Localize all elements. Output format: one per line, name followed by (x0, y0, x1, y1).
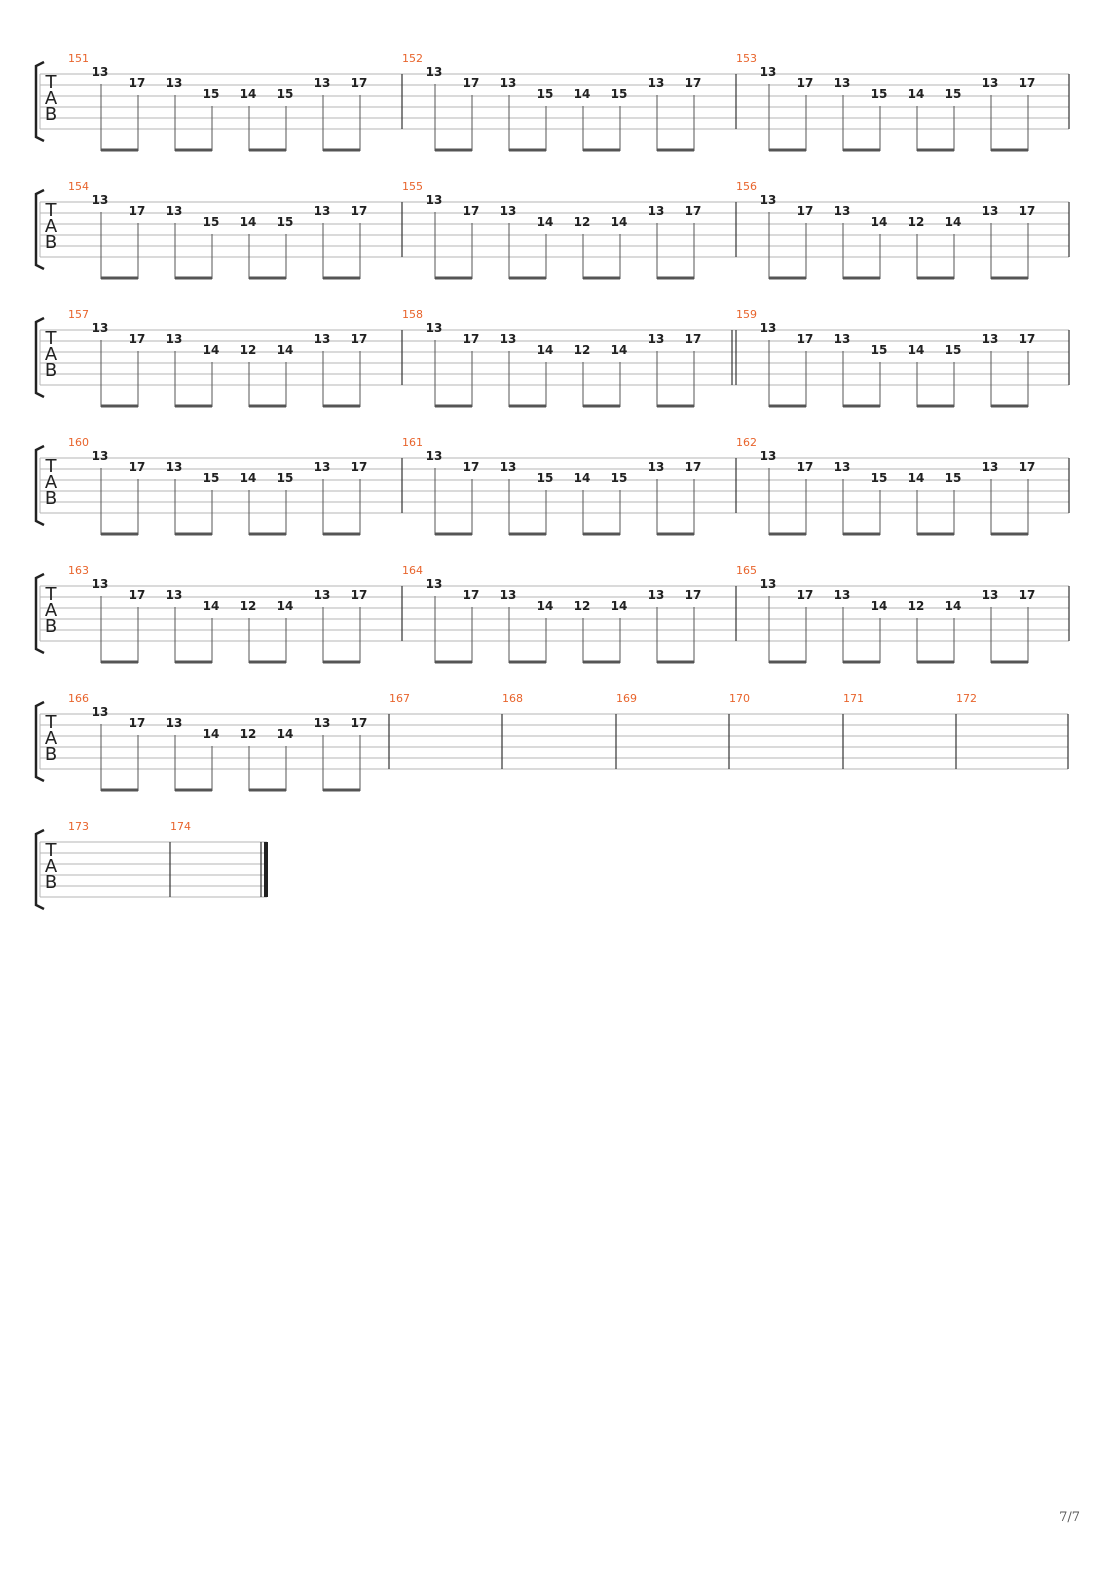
fret-number: 15 (536, 87, 554, 101)
fret-number: 13 (313, 204, 331, 218)
fret-number: 13 (981, 76, 999, 90)
tab-clef-letter: B (44, 616, 58, 637)
fret-number: 15 (202, 215, 220, 229)
fret-number: 13 (833, 460, 851, 474)
tab-clef-letter: A (44, 344, 58, 365)
fret-number: 12 (239, 343, 257, 357)
fret-number: 14 (536, 343, 554, 357)
fret-number: 14 (536, 215, 554, 229)
measure-number: 171 (843, 692, 864, 705)
fret-number: 14 (907, 87, 925, 101)
fret-number: 13 (165, 204, 183, 218)
fret-number: 13 (981, 332, 999, 346)
fret-number: 15 (870, 87, 888, 101)
tab-system (36, 436, 1069, 535)
fret-number: 13 (759, 65, 777, 79)
tab-clef-letter: T (45, 456, 57, 477)
measure-number: 160 (68, 436, 89, 449)
fret-number: 14 (907, 343, 925, 357)
fret-number: 14 (276, 343, 294, 357)
measure-number: 164 (402, 564, 423, 577)
fret-number: 17 (462, 332, 480, 346)
fret-number: 17 (128, 588, 146, 602)
measure-number: 169 (616, 692, 637, 705)
fret-number: 14 (202, 727, 220, 741)
fret-number: 14 (610, 599, 628, 613)
measure-number: 162 (736, 436, 757, 449)
tab-clef-letter: T (45, 712, 57, 733)
fret-number: 17 (684, 76, 702, 90)
fret-number: 17 (128, 76, 146, 90)
fret-number: 17 (462, 460, 480, 474)
fret-number: 15 (202, 471, 220, 485)
tab-clef-letter: A (44, 728, 58, 749)
fret-number: 15 (870, 343, 888, 357)
fret-number: 12 (573, 343, 591, 357)
fret-number: 12 (239, 599, 257, 613)
fret-number: 14 (239, 215, 257, 229)
tab-system (36, 692, 1068, 791)
fret-number: 13 (91, 193, 109, 207)
final-barline-thick (264, 842, 268, 897)
fret-number: 13 (165, 716, 183, 730)
fret-number: 17 (128, 204, 146, 218)
tab-clef-letter: A (44, 216, 58, 237)
tab-system (36, 308, 1069, 407)
tab-clef-letter: B (44, 744, 58, 765)
fret-number: 13 (499, 204, 517, 218)
fret-number: 14 (276, 727, 294, 741)
fret-number: 15 (944, 87, 962, 101)
measure-number: 172 (956, 692, 977, 705)
fret-number: 13 (165, 332, 183, 346)
fret-number: 15 (202, 87, 220, 101)
tab-clef-letter: A (44, 472, 58, 493)
fret-number: 17 (462, 588, 480, 602)
fret-number: 15 (276, 87, 294, 101)
fret-number: 13 (91, 577, 109, 591)
tab-system (36, 52, 1069, 151)
fret-number: 13 (313, 76, 331, 90)
fret-number: 14 (573, 471, 591, 485)
measure-number: 158 (402, 308, 423, 321)
tab-clef-letter: A (44, 856, 58, 877)
fret-number: 17 (796, 204, 814, 218)
fret-number: 17 (796, 460, 814, 474)
fret-number: 14 (239, 471, 257, 485)
fret-number: 15 (870, 471, 888, 485)
fret-number: 13 (91, 65, 109, 79)
fret-number: 13 (499, 460, 517, 474)
page-number: 7/7 (1059, 1510, 1080, 1525)
fret-number: 17 (128, 332, 146, 346)
tab-clef-letter: T (45, 584, 57, 605)
fret-number: 13 (313, 716, 331, 730)
fret-number: 17 (128, 460, 146, 474)
fret-number: 17 (350, 204, 368, 218)
fret-number: 13 (165, 588, 183, 602)
fret-number: 15 (276, 215, 294, 229)
measure-number: 151 (68, 52, 89, 65)
tab-clef-letter: A (44, 600, 58, 621)
fret-number: 17 (684, 588, 702, 602)
fret-number: 14 (870, 215, 888, 229)
fret-number: 13 (981, 460, 999, 474)
measure-number: 159 (736, 308, 757, 321)
fret-number: 17 (796, 76, 814, 90)
fret-number: 13 (425, 65, 443, 79)
fret-number: 13 (425, 321, 443, 335)
fret-number: 13 (91, 321, 109, 335)
measure-number: 163 (68, 564, 89, 577)
fret-number: 17 (1018, 588, 1036, 602)
fret-number: 13 (833, 332, 851, 346)
tab-clef-letter: B (44, 104, 58, 125)
fret-number: 14 (610, 215, 628, 229)
fret-number: 13 (647, 204, 665, 218)
fret-number: 14 (907, 471, 925, 485)
fret-number: 14 (202, 599, 220, 613)
fret-number: 13 (759, 321, 777, 335)
tab-clef-letter: B (44, 232, 58, 253)
fret-number: 17 (350, 588, 368, 602)
measure-number: 154 (68, 180, 89, 193)
tab-clef-letter: T (45, 200, 57, 221)
fret-number: 13 (647, 332, 665, 346)
fret-number: 15 (944, 471, 962, 485)
measure-number: 153 (736, 52, 757, 65)
measure-number: 157 (68, 308, 89, 321)
fret-number: 13 (313, 460, 331, 474)
measure-number: 155 (402, 180, 423, 193)
fret-number: 17 (350, 716, 368, 730)
fret-number: 13 (499, 76, 517, 90)
fret-number: 17 (462, 76, 480, 90)
fret-number: 13 (759, 577, 777, 591)
fret-number: 17 (350, 460, 368, 474)
fret-number: 17 (796, 332, 814, 346)
fret-number: 13 (425, 193, 443, 207)
fret-number: 13 (425, 577, 443, 591)
fret-number: 17 (1018, 76, 1036, 90)
fret-number: 15 (610, 87, 628, 101)
tab-clef-letter: T (45, 840, 57, 861)
measure-number: 170 (729, 692, 750, 705)
fret-number: 13 (647, 76, 665, 90)
fret-number: 14 (870, 599, 888, 613)
fret-number: 13 (91, 449, 109, 463)
tab-clef-letter: B (44, 488, 58, 509)
fret-number: 13 (647, 588, 665, 602)
fret-number: 13 (425, 449, 443, 463)
fret-number: 14 (944, 599, 962, 613)
fret-number: 13 (647, 460, 665, 474)
fret-number: 12 (239, 727, 257, 741)
fret-number: 13 (91, 705, 109, 719)
tab-system (36, 820, 268, 909)
fret-number: 15 (276, 471, 294, 485)
fret-number: 13 (981, 588, 999, 602)
fret-number: 12 (907, 599, 925, 613)
fret-number: 15 (536, 471, 554, 485)
fret-number: 13 (833, 204, 851, 218)
fret-number: 13 (759, 449, 777, 463)
fret-number: 17 (462, 204, 480, 218)
fret-number: 13 (499, 332, 517, 346)
measure-number: 174 (170, 820, 191, 833)
fret-number: 12 (573, 599, 591, 613)
tab-clef-letter: B (44, 360, 58, 381)
fret-number: 13 (313, 332, 331, 346)
fret-number: 17 (350, 76, 368, 90)
fret-number: 15 (944, 343, 962, 357)
measure-number: 161 (402, 436, 423, 449)
fret-number: 17 (1018, 204, 1036, 218)
measure-number: 173 (68, 820, 89, 833)
fret-number: 13 (165, 460, 183, 474)
measure-number: 167 (389, 692, 410, 705)
fret-number: 14 (239, 87, 257, 101)
tab-clef-letter: T (45, 72, 57, 93)
fret-number: 17 (684, 460, 702, 474)
fret-number: 17 (684, 204, 702, 218)
tab-system (36, 564, 1069, 663)
fret-number: 13 (833, 76, 851, 90)
fret-number: 14 (536, 599, 554, 613)
fret-number: 17 (128, 716, 146, 730)
tab-clef-letter: B (44, 872, 58, 893)
fret-number: 13 (833, 588, 851, 602)
fret-number: 14 (573, 87, 591, 101)
fret-number: 17 (350, 332, 368, 346)
fret-number: 13 (759, 193, 777, 207)
tab-clef-letter: T (45, 328, 57, 349)
measure-number: 168 (502, 692, 523, 705)
tab-system (36, 180, 1069, 279)
fret-number: 13 (313, 588, 331, 602)
fret-number: 14 (944, 215, 962, 229)
fret-number: 15 (610, 471, 628, 485)
fret-number: 17 (684, 332, 702, 346)
fret-number: 13 (981, 204, 999, 218)
fret-number: 13 (165, 76, 183, 90)
fret-number: 14 (610, 343, 628, 357)
measure-number: 166 (68, 692, 89, 705)
fret-number: 14 (276, 599, 294, 613)
fret-number: 14 (202, 343, 220, 357)
fret-number: 17 (1018, 460, 1036, 474)
fret-number: 12 (573, 215, 591, 229)
measure-number: 152 (402, 52, 423, 65)
fret-number: 12 (907, 215, 925, 229)
fret-number: 17 (1018, 332, 1036, 346)
tab-clef-letter: A (44, 88, 58, 109)
measure-number: 165 (736, 564, 757, 577)
measure-number: 156 (736, 180, 757, 193)
fret-number: 17 (796, 588, 814, 602)
fret-number: 13 (499, 588, 517, 602)
